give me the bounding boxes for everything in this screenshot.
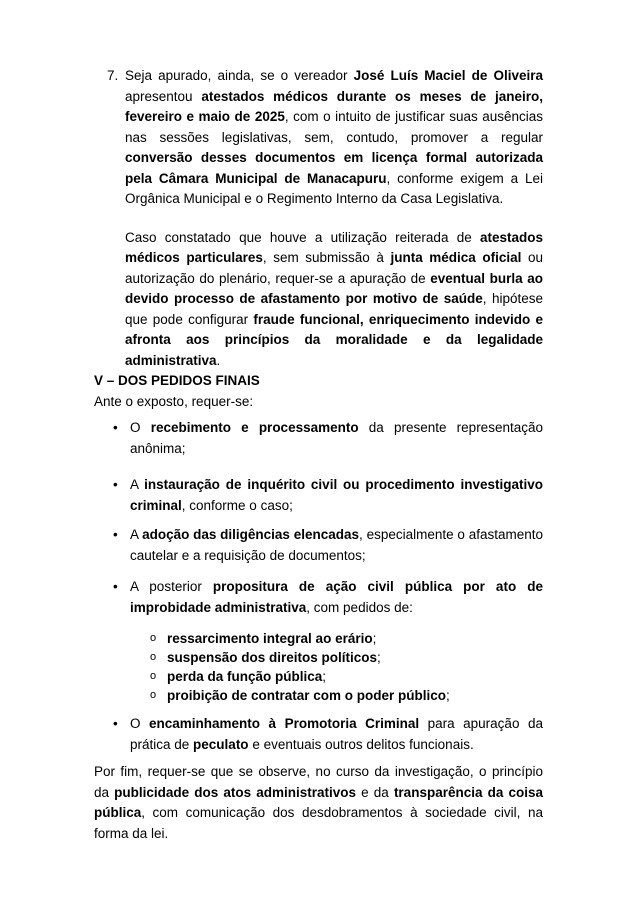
bullet-propositura-text: A posterior propositura de ação civil pública por ato de improbidade administrativa, com pedidos de: (130, 579, 543, 615)
closing-paragraph-text: Por fim, requer-se que se observe, no curso da investigação, o princípio da publicidade dos atos administrativos e da transparência da coisa pública, com comunicação dos desdobramentos à sociedade civil, na forma da lei. (94, 764, 543, 841)
sub-bullet-ressarcimento-text: ressarcimento integral ao erário; (167, 631, 377, 646)
bullet-adocao-text: A adoção das diligências elencadas, especialmente o afastamento cautelar e a requisição de documentos; (130, 527, 544, 563)
bullet-instauracao-text: A instauração de inquérito civil ou procedimento investigativo criminal, conforme o caso; (130, 477, 543, 513)
circle-bullet-icon: o (150, 651, 157, 663)
sub-bullet-suspensao-text: suspensão dos direitos políticos; (167, 650, 381, 665)
bullet-icon: • (113, 477, 118, 492)
bullet-propositura (94, 577, 543, 618)
bullet-encaminhamento-text: O encaminhamento à Promotoria Criminal para apuração da prática de peculato e eventuais outros delitos funcionais. (130, 716, 543, 752)
bullet-recebimento (94, 418, 543, 459)
bullet-recebimento-text: O recebimento e processamento da presente representação anônima; (130, 420, 543, 456)
sub-bullet-suspensao (94, 648, 543, 667)
closing-paragraph (94, 762, 543, 844)
bullet-encaminhamento (94, 714, 543, 755)
item-7-text: Seja apurado, ainda, se o vereador José Luís Maciel de Oliveira apresentou atestados médicos durante os meses de janeiro, fevereiro e maio de 2025, com o intuito de justificar suas ausências nas sessões legislativas, sem, contudo, promover a regular conversão desses documentos em licença formal autorizada pela Câmara Municipal de Manacapuru, conforme exigem a Lei Orgânica Municipal e o Regimento Interno da Casa Legislativa. (125, 68, 544, 206)
circle-bullet-icon: o (150, 670, 157, 682)
bullet-adocao (94, 525, 543, 566)
bullet-instauracao (94, 475, 543, 516)
sub-bullet-ressarcimento (94, 629, 543, 648)
bullet-icon: • (113, 579, 118, 594)
bullet-icon: • (113, 420, 118, 435)
sub-bullet-list (94, 629, 543, 705)
sub-bullet-proibicao-text: proibição de contratar com o poder público; (167, 688, 450, 703)
item-number: 7. (107, 68, 119, 83)
circle-bullet-icon: o (150, 632, 157, 644)
sub-bullet-perda-text: perda da função pública; (167, 669, 327, 684)
intro-line: Ante o exposto, requer-se: (94, 393, 254, 409)
numbered-item-7 (94, 66, 543, 210)
bullet-icon: • (113, 527, 118, 542)
paragraph-atestados (125, 228, 543, 372)
bullet-icon: • (113, 716, 118, 731)
sub-bullet-proibicao (94, 686, 543, 705)
sub-bullet-perda (94, 667, 543, 686)
section-heading-pedidos-finais: V – DOS PEDIDOS FINAIS (94, 373, 260, 388)
bullet-list (94, 418, 543, 755)
circle-bullet-icon: o (150, 689, 157, 701)
paragraph-atestados-text: Caso constatado que houve a utilização reiterada de atestados médicos particulares, sem submissão à junta médica oficial ou autorização do plenário, requer-se a apuração de eventual burla ao devido processo de afastamento por motivo de saúde, hipótese que pode configurar fraude funcional, enriquecimento indevido e afronta aos princípios da moralidade e da legalidade administrativa. (125, 229, 543, 368)
